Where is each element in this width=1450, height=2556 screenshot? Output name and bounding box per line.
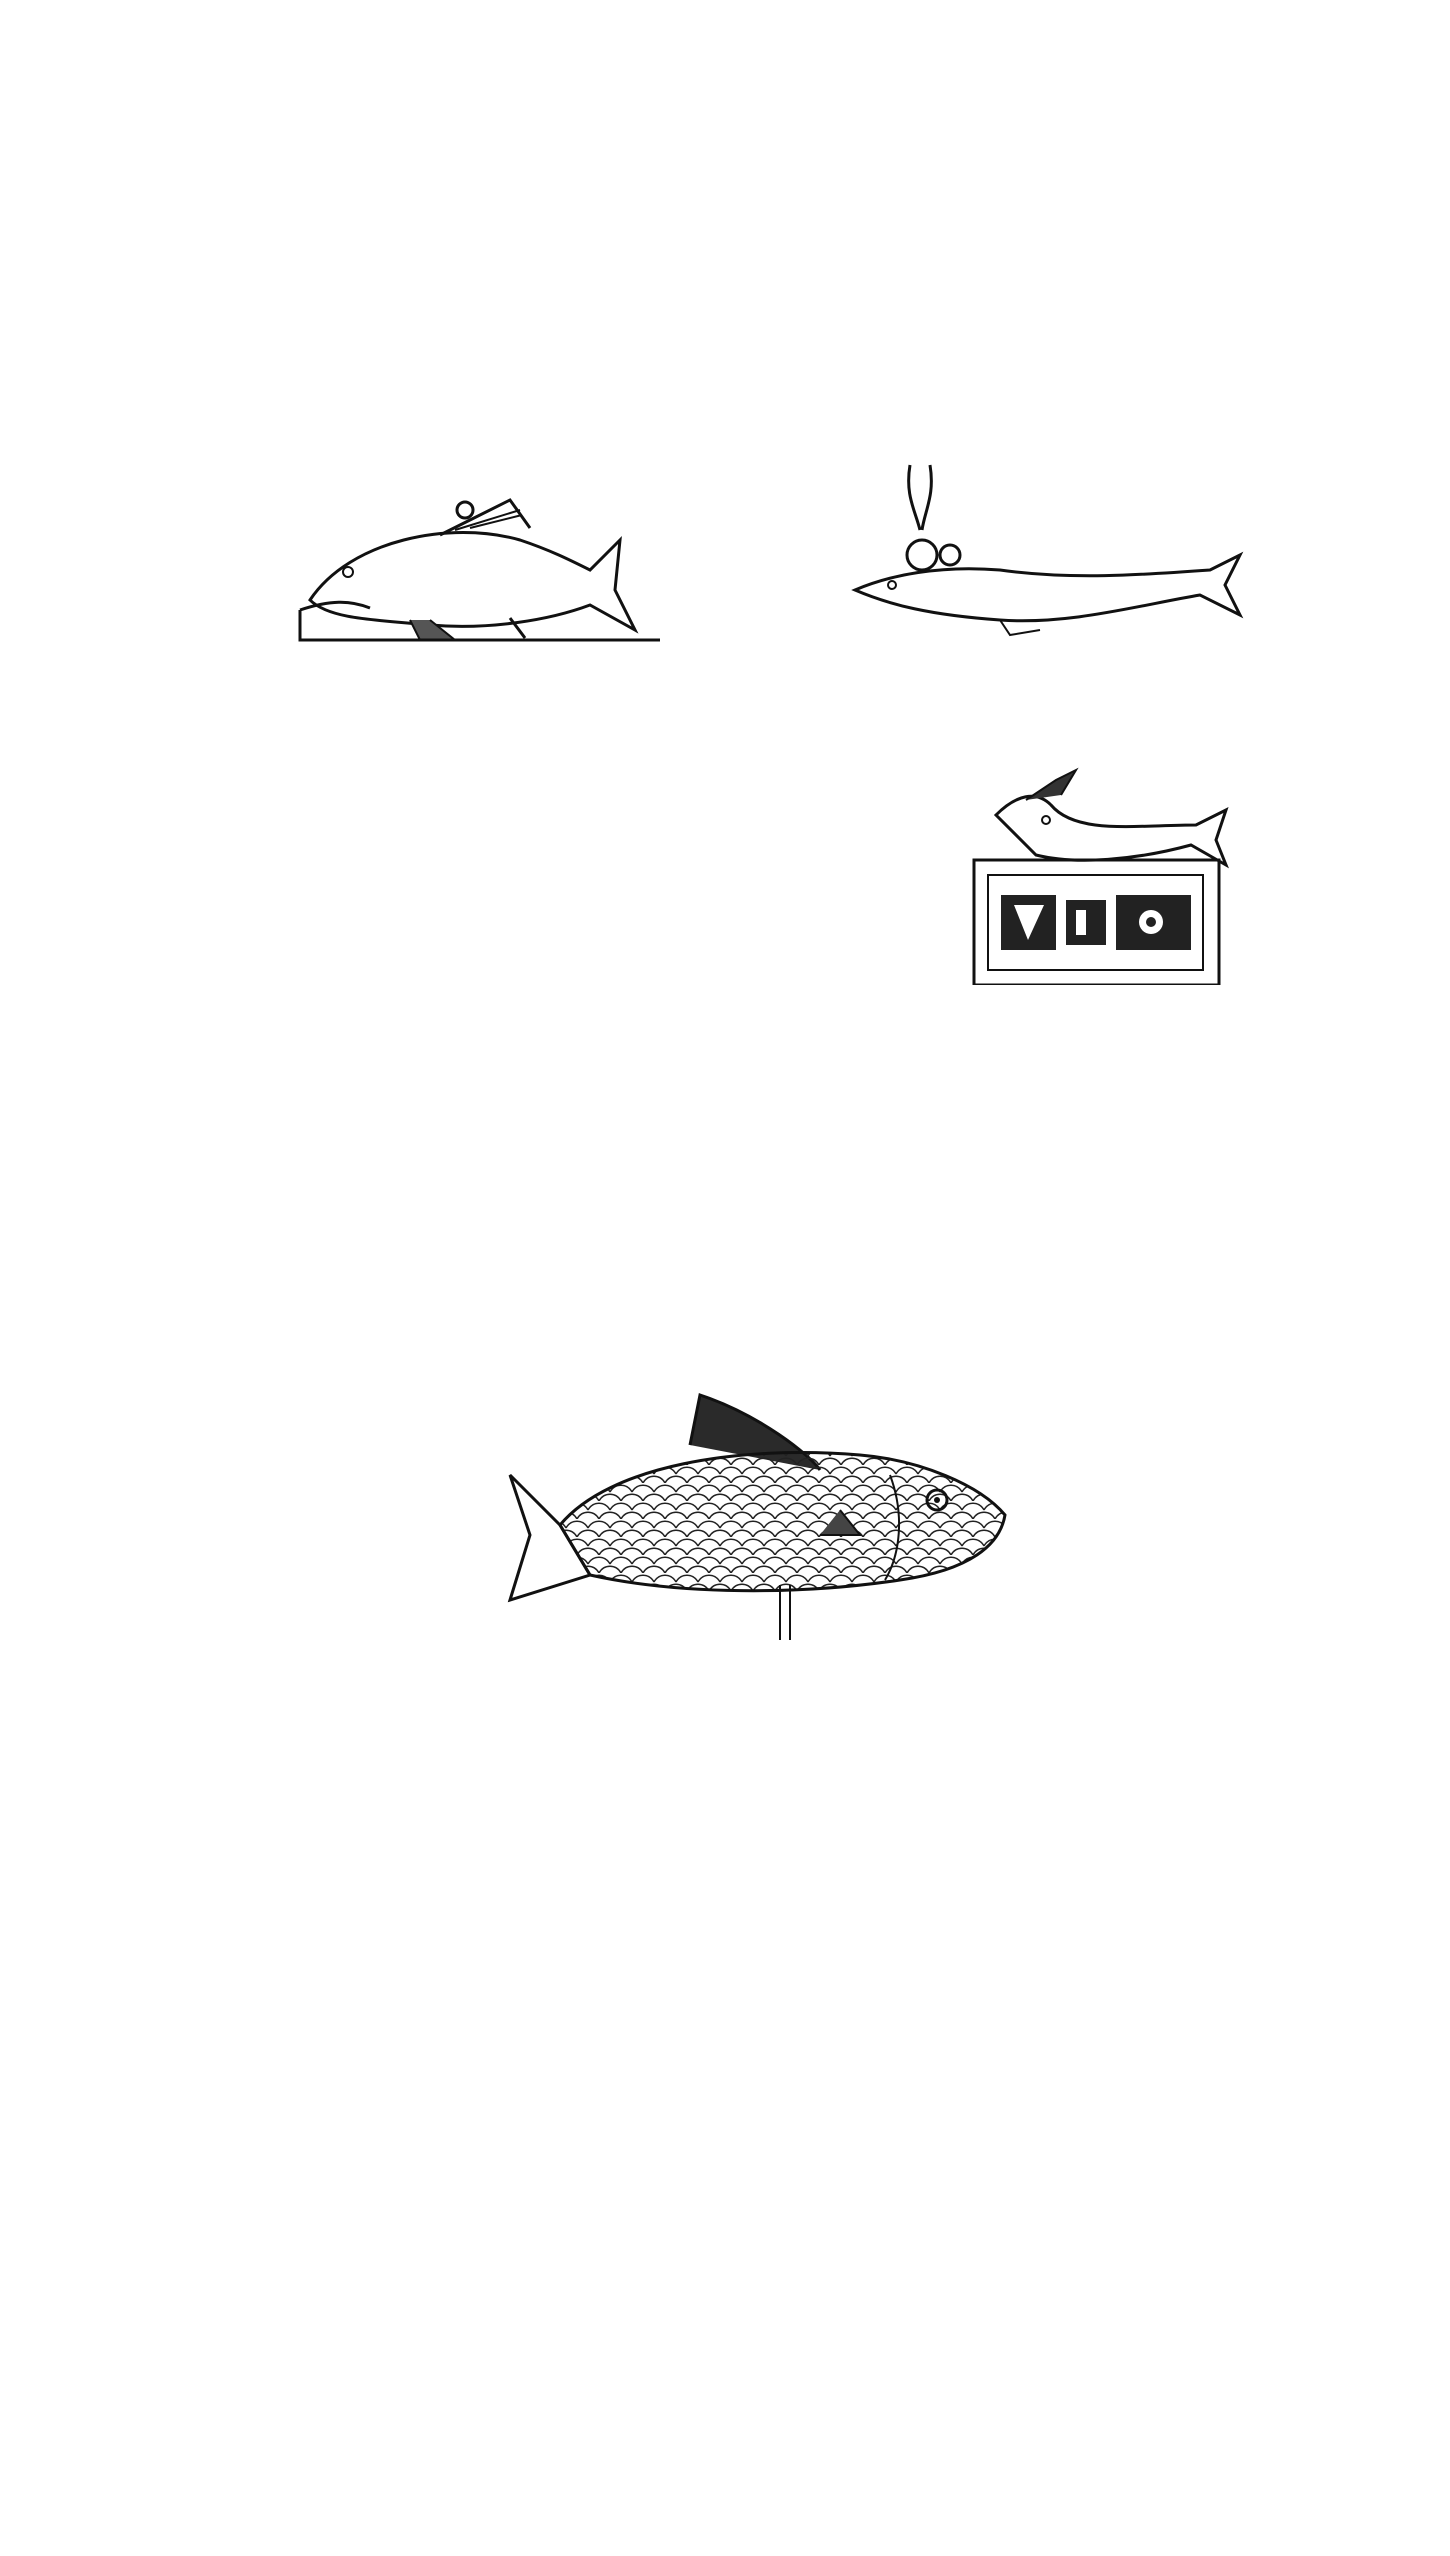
oxyrhinchus-fish-standard-icon	[850, 455, 1250, 645]
oxyrhinchus-fish-bronze-icon	[290, 480, 670, 660]
figure-430	[290, 480, 1250, 730]
oasis-fish-cartouche-icon	[966, 765, 1236, 985]
running-header	[262, 1040, 1234, 1080]
figure-431	[966, 765, 1236, 1015]
lepidotus-fish-bronze-icon	[500, 1375, 1030, 1655]
figure-432	[500, 1375, 1030, 1655]
